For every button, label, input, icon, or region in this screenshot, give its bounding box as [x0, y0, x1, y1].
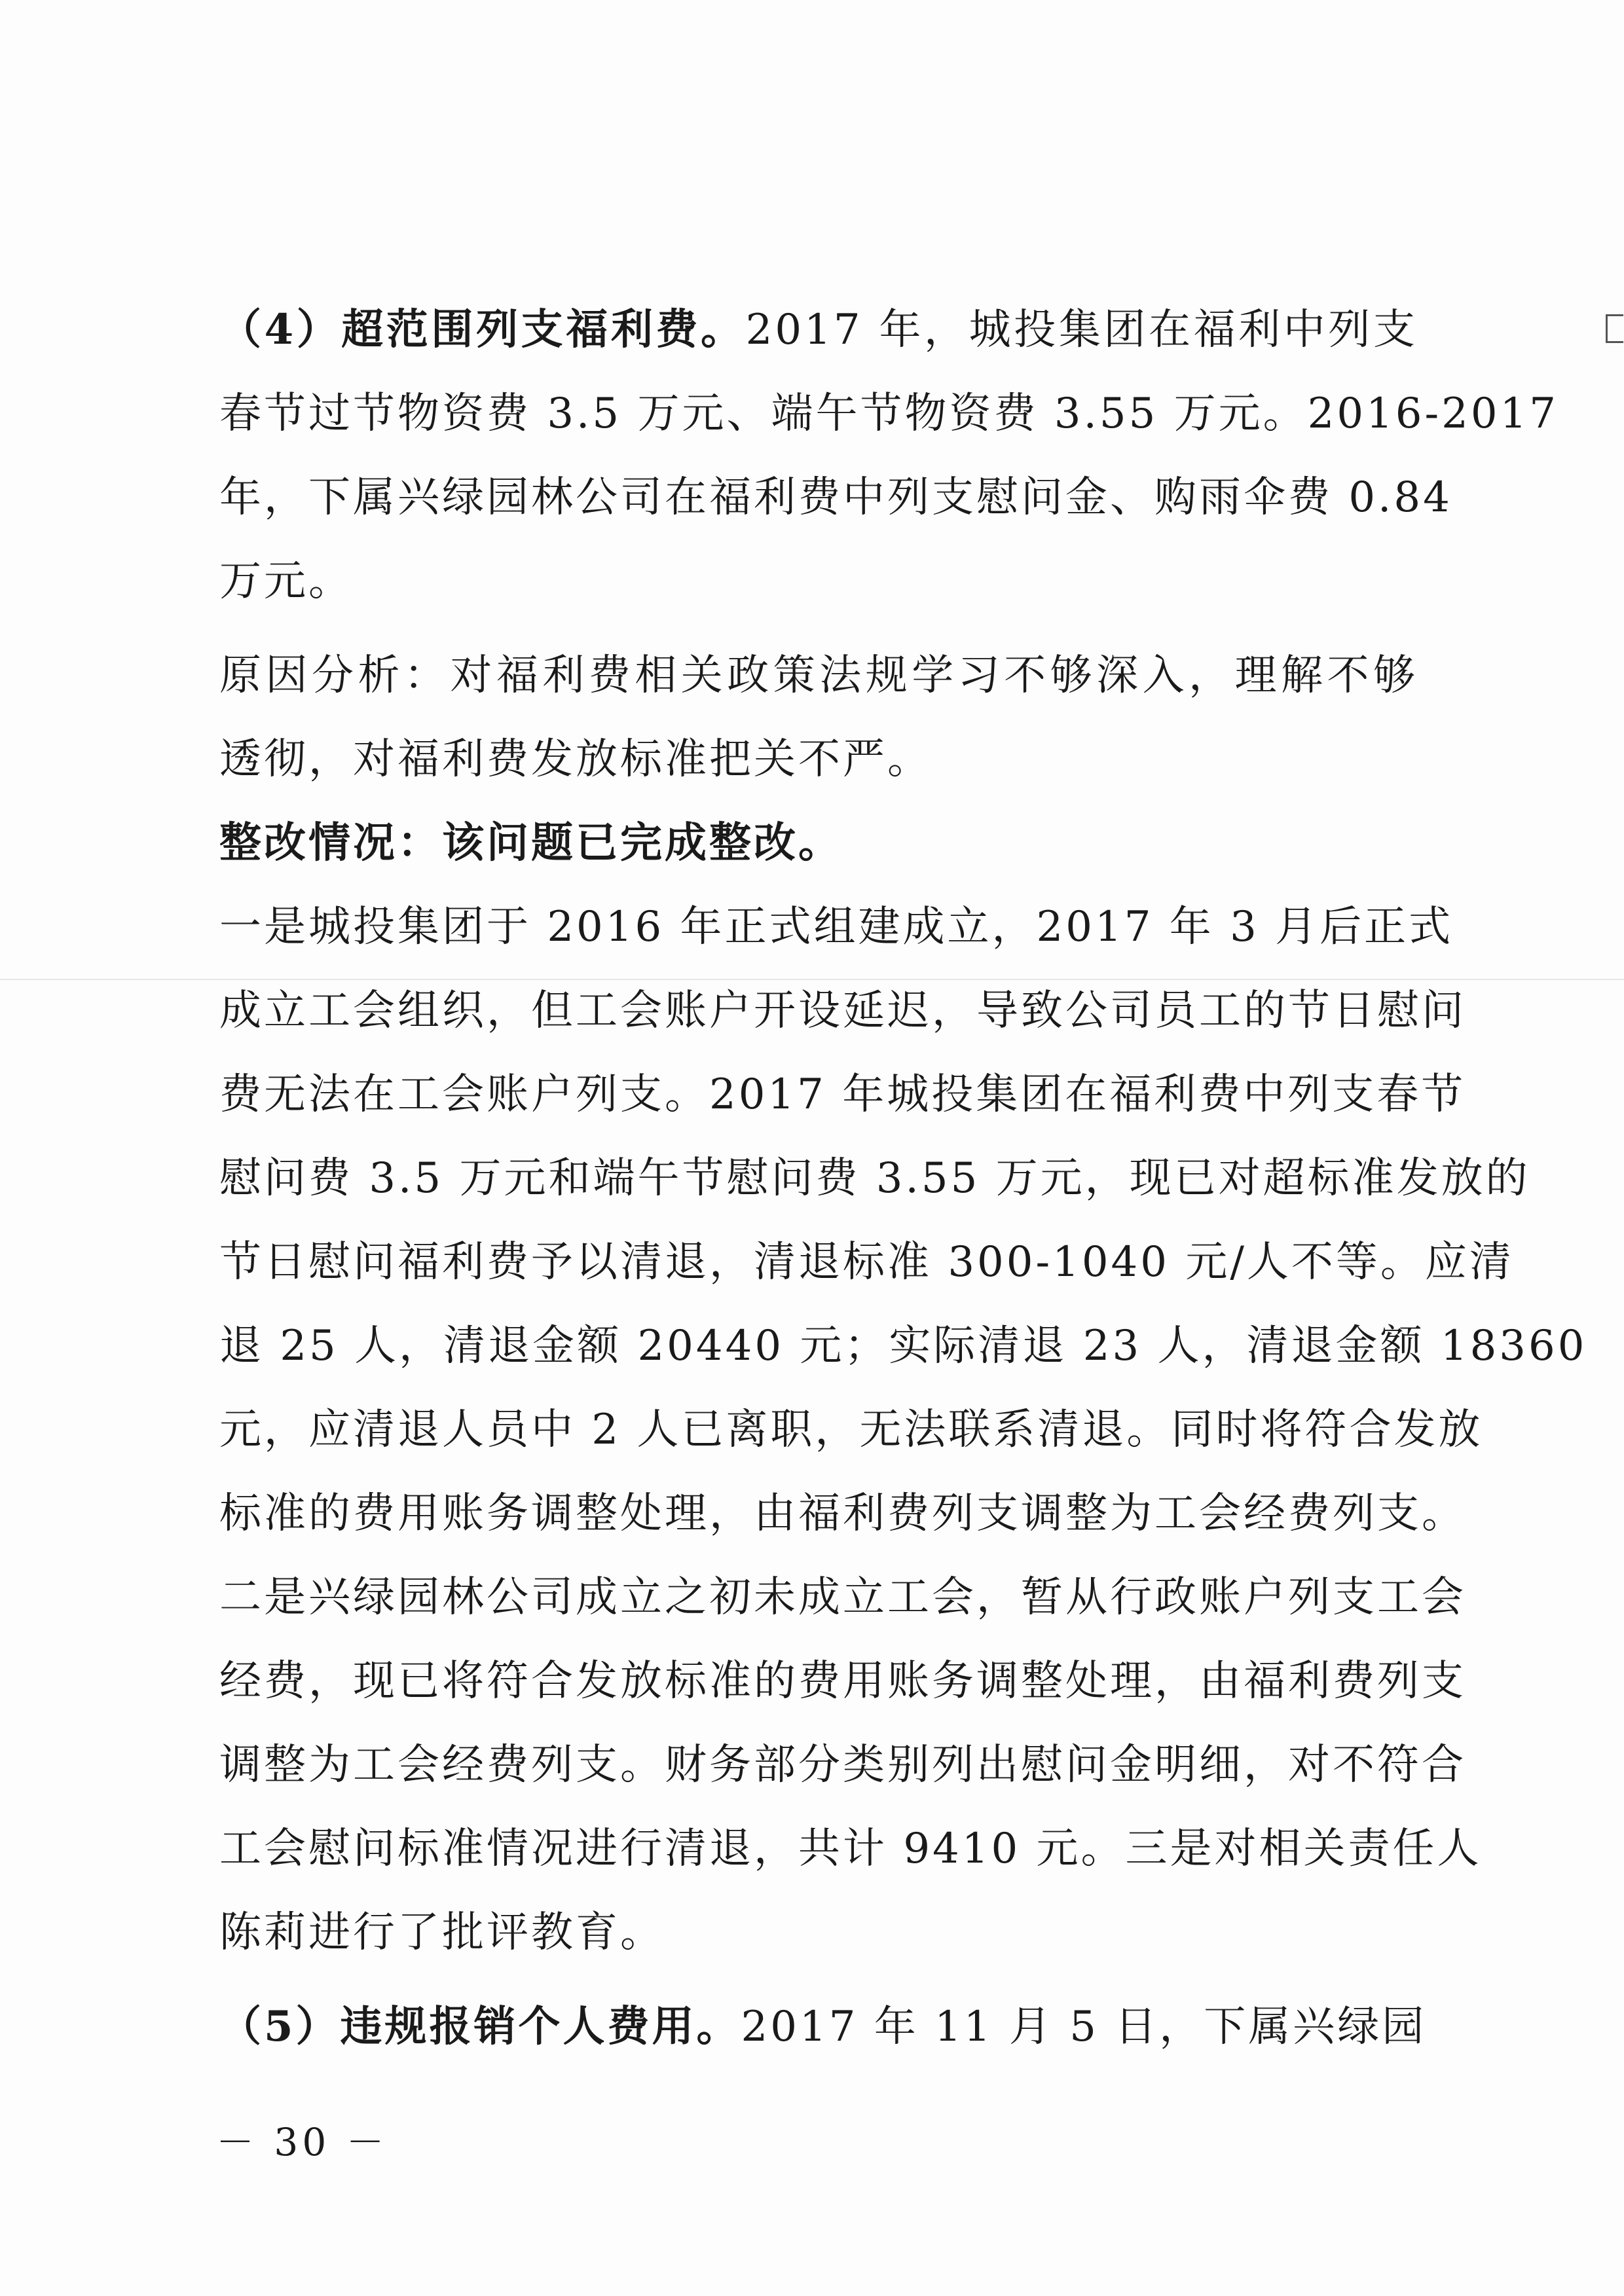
text-line [219, 801, 1418, 885]
text-line [219, 1985, 1427, 2069]
text-line [219, 456, 1452, 539]
body-text: 退 25 人，清退金额 20440 元；实际清退 23 人，清退金额 18360 [219, 1322, 1587, 1370]
text-line [219, 1137, 1530, 1220]
text-line [219, 718, 1418, 801]
body-text: 陈莉进行了批评教育。 [219, 1908, 665, 1957]
bold-heading-text: 整改情况：该问题已完成整改。 [219, 818, 843, 867]
body-text: 费无法在工会账户列支。2017 年城投集团在福利费中列支春节 [219, 1070, 1466, 1119]
body-text: 2017 年，城投集团在福利中列支 [745, 306, 1418, 354]
binding-mark [1606, 314, 1623, 343]
body-text: 原因分析：对福利费相关政策法规学习不够深入，理解不够 [219, 651, 1418, 700]
body-text: 调整为工会经费列支。财务部分类别列出慰问金明细，对不符合 [219, 1741, 1466, 1789]
body-text: 元，应清退人员中 2 人已离职，无法联系清退。同时将符合发放 [219, 1406, 1483, 1454]
body-text: 成立工会组织，但工会账户开设延迟，导致公司员工的节日慰问 [219, 987, 1466, 1035]
body-text: 标准的费用账务调整处理，由福利费列支调整为工会经费列支。 [219, 1489, 1466, 1538]
text-line [219, 539, 1418, 623]
body-text: 二是兴绿园林公司成立之初未成立工会，暂从行政账户列支工会 [219, 1573, 1466, 1622]
body-text: 慰问费 3.5 万元和端午节慰问费 3.55 万元，现已对超标准发放的 [219, 1154, 1530, 1203]
text-line [219, 1807, 1482, 1891]
text-line [219, 1723, 1466, 1807]
body-text: 万元。 [219, 557, 353, 606]
text-line [219, 1053, 1466, 1137]
text-line [219, 1304, 1587, 1388]
body-text: 2017 年 11 月 5 日，下属兴绿园 [741, 2003, 1427, 2051]
paragraph [219, 801, 1418, 885]
text-line [219, 969, 1466, 1053]
text-line [219, 1220, 1514, 1304]
body-text: 节日慰问福利费予以清退，清退标准 300-1040 元/人不等。应清 [219, 1238, 1514, 1286]
paragraph [219, 634, 1418, 801]
text-line [219, 1472, 1466, 1556]
paragraph [219, 288, 1559, 623]
paragraph [219, 1985, 1427, 2069]
text-line [219, 1556, 1466, 1639]
body-text: 透彻，对福利费发放标准把关不严。 [219, 735, 932, 784]
text-line [219, 1639, 1466, 1723]
document-body [219, 288, 1587, 2069]
body-text: 一是城投集团于 2016 年正式组建成立，2017 年 3 月后正式 [219, 903, 1454, 951]
text-line [219, 1388, 1483, 1472]
text-line [219, 885, 1454, 969]
bold-heading-text: （4）超范围列支福利费。 [219, 305, 746, 354]
body-text: 春节过节物资费 3.5 万元、端午节物资费 3.55 万元。2016-2017 [219, 390, 1559, 438]
text-line [219, 1891, 1418, 1975]
bold-heading-text: （5）违规报销个人费用。 [219, 2002, 741, 2051]
body-text: 年，下属兴绿园林公司在福利费中列支慰问金、购雨伞费 0.84 [219, 473, 1452, 522]
text-line [219, 288, 1418, 372]
text-line [219, 634, 1418, 718]
text-line [219, 372, 1559, 456]
body-text: 工会慰问标准情况进行清退，共计 9410 元。三是对相关责任人 [219, 1825, 1482, 1873]
paragraph [219, 885, 1587, 1975]
page-number: － 30 － [216, 2120, 388, 2164]
body-text: 经费，现已将符合发放标准的费用账务调整处理，由福利费列支 [219, 1657, 1466, 1705]
